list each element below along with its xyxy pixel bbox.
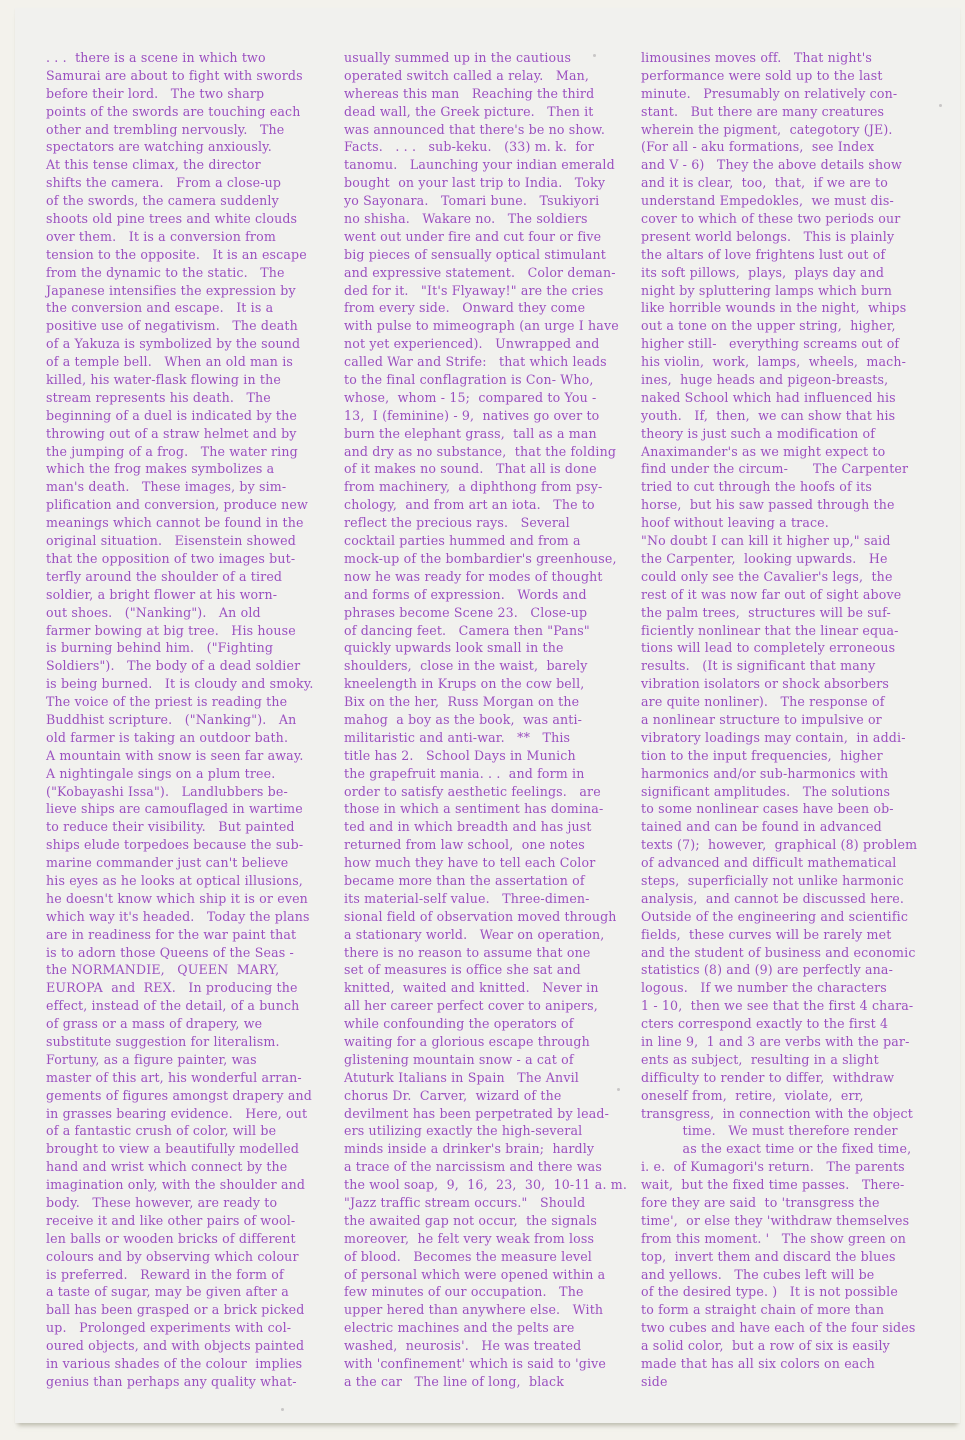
text-line: substitute suggestion for literalism. <box>46 1033 280 1049</box>
text-line: EUROPA and REX. In producing the <box>46 980 298 996</box>
text-line: master of this art, his wonderful arran- <box>46 1069 302 1085</box>
text-line: hand and wrist which connect by the <box>46 1159 288 1175</box>
text-line: few minutes of our occupation. The <box>344 1284 584 1300</box>
text-line: understand Empedokles, we must dis- <box>641 193 894 209</box>
text-line: brought to view a beautifully modelled <box>46 1141 300 1157</box>
text-line: cover to which of these two periods our <box>641 211 901 227</box>
text-line: of personal which were opened within a <box>344 1266 606 1282</box>
text-line: from machinery, a diphthong from psy- <box>344 479 603 495</box>
text-line: tried to cut through the hoofs of its <box>641 479 872 495</box>
text-line: "Jazz traffic stream occurs." Should <box>344 1195 586 1210</box>
text-line: night by spluttering lamps which burn <box>641 282 892 298</box>
text-line: len balls or wooden bricks of different <box>46 1230 296 1246</box>
text-line: spectators are watching anxiously. <box>46 139 272 155</box>
text-line: performance were sold up to the last <box>641 67 883 83</box>
text-line: Bix on the her, Russ Morgan on the <box>344 694 580 710</box>
text-line: as the exact time or the fixed time, <box>641 1141 912 1157</box>
text-line: Buddhist scripture. ("Nanking"). An <box>46 711 297 727</box>
text-line: his violin, work, lamps, wheels, mach- <box>641 354 907 370</box>
text-line: shoulders, close in the waist, barely <box>344 658 588 674</box>
text-line: beginning of a duel is indicated by the <box>46 407 297 423</box>
text-line: in grasses bearing evidence. Here, out <box>46 1105 308 1121</box>
text-line: stant. But there are many creatures <box>641 103 885 119</box>
text-line: Atuturk Italians in Spain The Anvil <box>344 1069 579 1085</box>
text-line: a solid color, but a row of six is easily <box>641 1338 890 1354</box>
text-line: gements of figures amongst drapery and <box>46 1087 312 1103</box>
text-line: texts (7); however, graphical (8) problem <box>641 837 918 853</box>
text-line: he doesn't know which ship it is or even <box>46 890 308 906</box>
text-line: phrases become Scene 23. Close-up <box>344 604 588 620</box>
text-line: Samurai are about to fight with swords <box>46 67 303 83</box>
text-line: shifts the camera. From a close-up <box>46 175 282 191</box>
text-line: i. e. of Kumagori's return. The parents <box>641 1159 905 1175</box>
text-line: "No doubt I can kill it higher up," said <box>641 533 891 549</box>
text-line: soldier, a bright flower at his worn- <box>46 586 278 602</box>
text-line: (For all - aku formations, see Index <box>641 139 875 155</box>
text-line: wherein the pigment, categotory (JE). <box>641 121 893 137</box>
text-line: points of the swords are touching each <box>46 103 301 119</box>
text-line: meanings which cannot be found in the <box>46 515 304 531</box>
text-line: ("Kobayashi Issa"). Landlubbers be- <box>46 783 288 799</box>
text-line: marine commander just can't believe <box>46 855 289 871</box>
text-line: from every side. Onward they come <box>344 300 586 316</box>
text-line: before their lord. The two sharp <box>46 85 265 101</box>
text-line: out shoes. ("Nanking"). An old <box>46 604 261 620</box>
text-line: mahog a boy as the book, was anti- <box>344 711 583 727</box>
text-line: and forms of expression. Words and <box>344 586 587 602</box>
text-line: reflect the precious rays. Several <box>344 515 570 531</box>
text-line: are in readiness for the war paint that <box>46 926 297 942</box>
text-line: is to adorn those Queens of the Seas - <box>46 944 294 960</box>
text-line: vibratory loadings may contain, in addi- <box>641 729 906 745</box>
text-line: the grapefruit mania. . . and form in <box>344 765 585 781</box>
text-line: bought on your last trip to India. Toky <box>344 175 606 191</box>
text-line: harmonics and/or sub-harmonics with <box>641 765 889 781</box>
text-line: which the frog makes symbolizes a <box>46 461 275 477</box>
text-line: which way it's headed. Today the plans <box>46 908 310 924</box>
text-line: logous. If we number the characters <box>641 980 887 996</box>
text-line: ficiently nonlinear that the linear equa- <box>641 622 899 638</box>
text-line: dead wall, the Greek picture. Then it <box>344 103 594 119</box>
text-line: from this moment. ' The show green on <box>641 1230 906 1246</box>
text-line: was announced that there's be no show. <box>344 121 605 137</box>
paper-speck <box>281 1408 284 1411</box>
text-line: while confounding the operators of <box>344 1016 574 1032</box>
text-line: minds inside a drinker's brain; hardly <box>344 1141 595 1157</box>
text-line: old farmer is taking an outdoor bath. <box>46 729 289 745</box>
text-line: in line 9, 1 and 3 are verbs with the par- <box>641 1033 910 1049</box>
text-line: Fortuny, as a figure painter, was <box>46 1051 257 1067</box>
text-line: limousines moves off. That night's <box>641 50 873 65</box>
text-line: hoof without leaving a trace. <box>641 515 829 531</box>
text-line: sional field of observation moved through <box>344 908 617 924</box>
text-line: shoots old pine trees and white clouds <box>46 211 298 227</box>
text-line: the Carpenter, looking upwards. He <box>641 550 888 566</box>
text-line: the awaited gap not occur, the signals <box>344 1212 598 1228</box>
text-line: cters correspond exactly to the first 4 <box>641 1016 889 1032</box>
text-line: imagination only, with the shoulder and <box>46 1177 306 1193</box>
text-line: ines, huge heads and pigeon-breasts, <box>641 372 889 388</box>
text-line: with pulse to mimeograph (an urge I have <box>344 318 619 334</box>
text-line: tanomu. Launching your indian emerald <box>344 157 615 173</box>
text-line: fields, these curves will be rarely met <box>641 926 892 942</box>
text-line: up. Prolonged experiments with col- <box>46 1320 292 1336</box>
text-line: significant amplitudes. The solutions <box>641 783 891 799</box>
text-line: to form a straight chain of more than <box>641 1302 885 1318</box>
text-line: became more than the assertation of <box>344 872 585 888</box>
text-line: the palm trees, structures will be suf- <box>641 604 891 620</box>
text-line: order to satisfy aesthetic feelings. are <box>344 783 601 799</box>
text-line: youth. If, then, we can show that his <box>641 407 896 423</box>
text-line: the altars of love frightens lust out of <box>641 246 886 262</box>
text-line: side <box>641 1373 668 1389</box>
text-line: man's death. These images, by sim- <box>46 479 287 495</box>
text-line: those in which a sentiment has domina- <box>344 801 604 817</box>
text-line: horse, but his saw passed through the <box>641 497 895 513</box>
text-line: statistics (8) and (9) are perfectly ana- <box>641 962 893 978</box>
text-line: ers utilizing exactly the high-several <box>344 1123 583 1139</box>
text-line: effect, instead of the detail, of a bunch <box>46 998 300 1014</box>
text-line: of it makes no sound. That all is done <box>344 461 597 477</box>
text-line: of grass or a mass of drapery, we <box>46 1016 263 1032</box>
text-line: the jumping of a frog. The water ring <box>46 443 298 459</box>
text-line: At this tense climax, the director <box>46 157 261 173</box>
text-line: set of measures is office she sat and <box>344 962 581 978</box>
text-line: chorus Dr. Carver, wizard of the <box>344 1087 562 1103</box>
text-line: difficulty to render to differ, withdraw <box>641 1069 895 1085</box>
text-line: are quite nonliner). The response of <box>641 694 885 710</box>
text-line: out a tone on the upper string, higher, <box>641 318 896 334</box>
text-line: waiting for a glorious escape through <box>344 1033 590 1049</box>
text-line: and yellows. The cubes left will be <box>641 1266 875 1282</box>
text-line: that the opposition of two images but- <box>46 550 296 566</box>
text-line: Anaximander's as we might expect to <box>641 443 886 459</box>
text-line: find under the circum- The Carpenter <box>641 461 909 477</box>
paper-speck <box>939 104 942 107</box>
text-line: colours and by observing which colour <box>46 1248 299 1264</box>
text-line: tion to the input frequencies, higher <box>641 747 883 763</box>
text-line: 13, I (feminine) - 9, natives go over to <box>344 407 600 423</box>
text-line: theory is just such a modification of <box>641 425 876 441</box>
text-line: tions will lead to completely erroneous <box>641 640 896 656</box>
text-line: its material-self value. Three-dimen- <box>344 890 590 906</box>
text-line: devilment has been perpetrated by lead- <box>344 1105 609 1121</box>
text-line: upper hered than anywhere else. With <box>344 1302 604 1318</box>
text-line: big pieces of sensually optical stimulant <box>344 246 606 262</box>
text-line: his eyes as he looks at optical illusions, <box>46 872 303 888</box>
text-line: stream represents his death. The <box>46 389 271 405</box>
text-line: a taste of sugar, may be given after a <box>46 1284 289 1300</box>
text-line: A mountain with snow is seen far away. <box>46 747 304 763</box>
text-line: burn the elephant grass, tall as a man <box>344 425 597 441</box>
text-line: now he was ready for modes of thought <box>344 568 603 584</box>
text-line: minute. Presumably on relatively con- <box>641 85 898 101</box>
text-line: made that has all six colors on each <box>641 1356 875 1372</box>
text-line: two cubes and have each of the four sides <box>641 1320 916 1336</box>
text-line: terfly around the shoulder of a tired <box>46 568 283 584</box>
text-line: the conversion and escape. It is a <box>46 300 274 316</box>
text-line: and expressive statement. Color deman- <box>344 264 616 280</box>
text-line: wait, but the fixed time passes. There- <box>641 1177 905 1193</box>
text-line: a trace of the narcissism and there was <box>344 1159 602 1175</box>
text-line: tension to the opposite. It is an escape <box>46 246 307 262</box>
text-line: yo Sayonara. Tomari bune. Tsukiyori <box>344 193 600 209</box>
text-line: top, invert them and discard the blues <box>641 1248 896 1264</box>
text-line: the wool soap, 9, 16, 23, 30, 10-11 a. m. <box>344 1177 628 1193</box>
text-line: whose, whom - 15; compared to You - <box>344 389 597 405</box>
text-line: of the desired type. ) It is not possible <box>641 1284 898 1300</box>
text-line: genius than perhaps any quality what- <box>46 1373 297 1389</box>
text-line: chology, and from art an iota. The to <box>344 497 595 513</box>
text-line: analysis, and cannot be discussed here. <box>641 890 905 906</box>
text-line: farmer bowing at big tree. His house <box>46 622 296 638</box>
text-line: cocktail parties hummed and from a <box>344 533 581 549</box>
text-line: transgress, in connection with the object <box>641 1105 913 1121</box>
text-line: Facts. . . . sub-keku. (33) m. k. for <box>344 139 595 155</box>
text-line: positive use of negativism. The death <box>46 318 298 334</box>
text-line: quickly upwards look small in the <box>344 640 564 656</box>
text-line: ents as subject, resulting in a slight <box>641 1051 879 1067</box>
text-line: whereas this man Reaching the third <box>344 85 595 101</box>
text-line: ded for it. "It's Flyaway!" are the cries <box>344 282 604 298</box>
text-line: receive it and like other pairs of wool- <box>46 1212 296 1228</box>
text-line: and V - 6) They the above details show <box>641 157 902 173</box>
text-line: mock-up of the bombardier's greenhouse, <box>344 550 617 566</box>
text-line: oured objects, and with objects painted <box>46 1338 305 1354</box>
text-line: moreover, he felt very weak from loss <box>344 1230 595 1246</box>
text-line: Outside of the engineering and scientific <box>641 908 909 924</box>
text-line: rest of it was now far out of sight above <box>641 586 902 602</box>
text-line: there is no reason to assume that one <box>344 944 591 960</box>
text-line: naked School which had influenced his <box>641 389 896 405</box>
text-line: is being burned. It is cloudy and smoky. <box>46 676 314 692</box>
text-line: of advanced and difficult mathematical <box>641 855 897 871</box>
text-line: in various shades of the colour implies <box>46 1356 303 1372</box>
text-line: vibration isolators or shock absorbers <box>641 676 890 692</box>
text-line: went out under fire and cut four or five <box>344 228 602 244</box>
text-line: not yet experienced). Unwrapped and <box>344 336 600 352</box>
text-line: to some nonlinear cases have been ob- <box>641 801 894 817</box>
text-line: is preferred. Reward in the form of <box>46 1266 284 1282</box>
text-line: 1 - 10, then we see that the first 4 chara- <box>641 998 914 1014</box>
text-line: to reduce their visibility. But painted <box>46 819 295 835</box>
text-line: and the student of business and economic <box>641 944 916 960</box>
text-line: . . . there is a scene in which two <box>46 50 266 65</box>
text-line: electric machines and the pelts are <box>344 1320 575 1336</box>
text-line: and dry as no substance, that the folding <box>344 443 617 459</box>
text-line: The voice of the priest is reading the <box>46 694 288 710</box>
text-line: a nonlinear structure to impulsive or <box>641 711 882 727</box>
paper-speck <box>617 1088 620 1091</box>
text-line: Japanese intensifies the expression by <box>46 282 296 298</box>
text-line: a the car The line of long, black <box>344 1373 565 1389</box>
text-line: from the dynamic to the static. The <box>46 264 285 280</box>
text-line: results. (It is significant that many <box>641 658 876 674</box>
text-line: of dancing feet. Camera then "Pans" <box>344 622 590 638</box>
text-line: tained and can be found in advanced <box>641 819 882 835</box>
text-line: ted and in which breadth and has just <box>344 819 592 835</box>
text-line: throwing out of a straw helmet and by <box>46 425 297 441</box>
text-line: militaristic and anti-war. ** This <box>344 729 571 745</box>
text-line: steps, superficially not unlike harmonic <box>641 872 904 888</box>
paper-sheet <box>15 8 960 1423</box>
text-line: higher still- everything screams out of <box>641 336 900 352</box>
text-line: called War and Strife: that which leads <box>344 354 607 370</box>
text-line: like horrible wounds in the night, whips <box>641 300 907 316</box>
text-line: lieve ships are camouflaged in wartime <box>46 801 303 817</box>
text-line: fore they are said to 'transgress the <box>641 1195 880 1210</box>
text-line: glistening mountain snow - a cat of <box>344 1051 574 1067</box>
paper-speck <box>593 54 596 57</box>
text-line: oneself from, retire, violate, err, <box>641 1087 864 1103</box>
text-line: of a Yakuza is symbolized by the sound <box>46 336 301 352</box>
text-line: time', or else they 'withdraw themselves <box>641 1212 910 1228</box>
text-line: plification and conversion, produce new <box>46 497 308 513</box>
text-line: time. We must therefore render <box>641 1123 898 1139</box>
text-line: operated switch called a relay. Man, <box>344 67 590 83</box>
text-line: the NORMANDIE, QUEEN MARY, <box>46 962 280 978</box>
column-left <box>46 49 314 1391</box>
text-line: of a fantastic crush of color, will be <box>46 1123 277 1139</box>
text-line: body. These however, are ready to <box>46 1195 278 1210</box>
text-line: no shisha. Wakare no. The soldiers <box>344 211 588 227</box>
text-line: how much they have to tell each Color <box>344 855 596 871</box>
text-line: could only see the Cavalier's legs, the <box>641 568 893 584</box>
text-line: returned from law school, one notes <box>344 837 585 853</box>
column-middle <box>344 49 627 1391</box>
text-line: title has 2. School Days in Munich <box>344 747 576 763</box>
text-line: original situation. Eisenstein showed <box>46 533 297 549</box>
text-line: of a temple bell. When an old man is <box>46 354 294 370</box>
text-line: with 'confinement' which is said to 'give <box>344 1356 607 1372</box>
text-line: its soft pillows, plays, plays day and <box>641 264 885 280</box>
text-line: other and trembling nervously. The <box>46 121 285 137</box>
text-line: kneelength in Krups on the cow bell, <box>344 676 585 692</box>
text-line: ball has been grasped or a brick picked <box>46 1302 305 1318</box>
text-line: Soldiers"). The body of a dead soldier <box>46 658 301 674</box>
text-line: usually summed up in the cautious <box>344 50 572 65</box>
text-line: all her career perfect cover to anipers, <box>344 998 598 1014</box>
text-line: and it is clear, too, that, if we are to <box>641 175 888 191</box>
text-line: of blood. Becomes the measure level <box>344 1248 592 1264</box>
text-line: washed, neurosis'. He was treated <box>344 1338 582 1354</box>
text-line: A nightingale sings on a plum tree. <box>46 765 276 781</box>
text-line: present world belongs. This is plainly <box>641 228 895 244</box>
text-line: is burning behind him. ("Fighting <box>46 640 274 656</box>
column-right <box>641 49 917 1391</box>
text-line: a stationary world. Wear on operation, <box>344 926 605 942</box>
text-line: ships elude torpedoes because the sub- <box>46 837 304 853</box>
text-line: killed, his water-flask flowing in the <box>46 372 281 388</box>
text-line: over them. It is a conversion from <box>46 228 276 244</box>
text-line: of the swords, the camera suddenly <box>46 193 279 209</box>
text-line: to the final conflagration is Con- Who, <box>344 372 594 388</box>
text-line: knitted, waited and knitted. Never in <box>344 980 599 996</box>
